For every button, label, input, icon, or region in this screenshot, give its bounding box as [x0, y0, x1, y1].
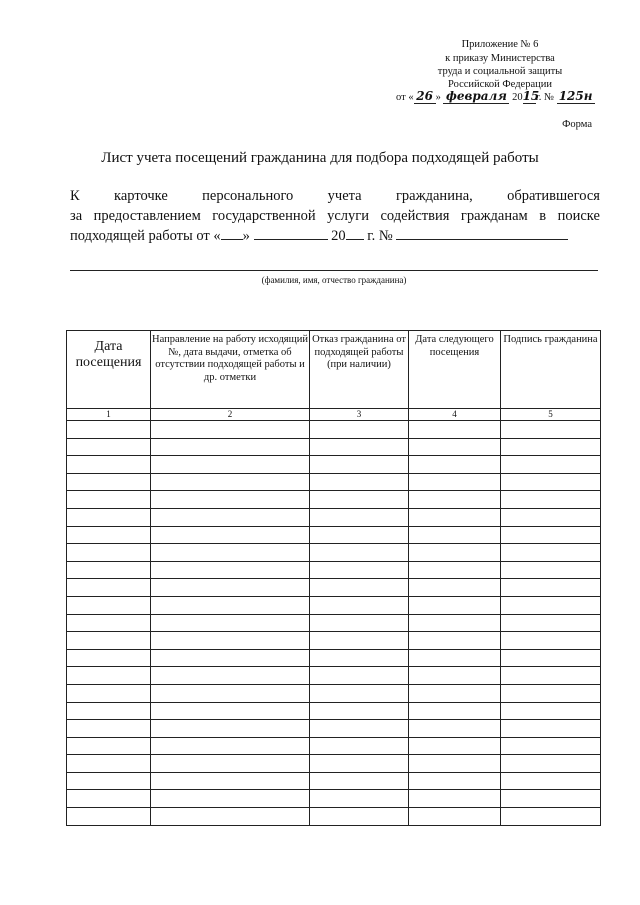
table-cell[interactable] — [409, 720, 501, 738]
table-cell[interactable] — [409, 772, 501, 790]
visits-table — [66, 330, 601, 826]
table-cell[interactable] — [310, 684, 409, 702]
table-row — [67, 526, 601, 544]
intro-word: гражданам — [460, 208, 528, 224]
date-mid: » — [435, 92, 441, 103]
date-month-handwritten: февраля — [443, 89, 509, 104]
table-cell[interactable] — [501, 737, 601, 755]
date-year-prefix: 20 — [512, 92, 523, 103]
table-cell[interactable] — [67, 755, 151, 773]
table-cell[interactable] — [310, 737, 409, 755]
table-cell[interactable] — [67, 526, 151, 544]
table-cell[interactable] — [310, 473, 409, 491]
col-header-referral: Направление на работу исходящий №, дата выдачи, отметка об отсутствии подходящей работы и др. отметки — [151, 331, 310, 409]
table-cell[interactable] — [67, 790, 151, 808]
column-number: 3 — [310, 409, 409, 421]
table-cell[interactable] — [501, 491, 601, 509]
table-cell[interactable] — [501, 632, 601, 650]
table-row — [67, 491, 601, 509]
col-header-next-visit: Дата следующего посещения — [409, 331, 501, 409]
table-cell[interactable] — [67, 456, 151, 474]
table-cell[interactable] — [67, 702, 151, 720]
month-blank-field[interactable] — [254, 225, 328, 240]
table-cell[interactable] — [501, 561, 601, 579]
table-cell[interactable] — [67, 579, 151, 597]
table-cell[interactable] — [310, 702, 409, 720]
table-cell[interactable] — [67, 561, 151, 579]
table-cell[interactable] — [409, 684, 501, 702]
table-cell[interactable] — [67, 632, 151, 650]
intro-line-1 — [70, 186, 600, 206]
table-row — [67, 808, 601, 826]
table-cell[interactable] — [151, 596, 310, 614]
table-row — [67, 561, 601, 579]
intro-text: 20 — [331, 228, 346, 244]
table-body — [67, 421, 601, 826]
table-cell[interactable] — [151, 526, 310, 544]
table-cell[interactable] — [151, 579, 310, 597]
table-cell[interactable] — [409, 808, 501, 826]
column-number: 1 — [67, 409, 151, 421]
table-cell[interactable] — [310, 596, 409, 614]
table-cell[interactable] — [67, 649, 151, 667]
table-cell[interactable] — [151, 456, 310, 474]
column-number: 5 — [501, 409, 601, 421]
table-cell[interactable] — [409, 649, 501, 667]
table-cell[interactable] — [501, 456, 601, 474]
order-date-line — [396, 89, 606, 105]
table-cell[interactable] — [67, 438, 151, 456]
table-row — [67, 755, 601, 773]
table-cell[interactable] — [501, 684, 601, 702]
column-number: 2 — [151, 409, 310, 421]
table-cell[interactable] — [151, 421, 310, 439]
table-cell[interactable] — [67, 614, 151, 632]
date-prefix: от « — [396, 92, 414, 103]
table-cell[interactable] — [310, 491, 409, 509]
intro-word: содействия — [380, 208, 450, 224]
table-row — [67, 632, 601, 650]
table-cell[interactable] — [151, 649, 310, 667]
table-row — [67, 596, 601, 614]
table-cell[interactable] — [409, 596, 501, 614]
table-cell[interactable] — [409, 790, 501, 808]
table-cell[interactable] — [310, 456, 409, 474]
table-cell[interactable] — [501, 596, 601, 614]
document-title: Лист учета посещений гражданина для подбора подходящей работы — [101, 150, 539, 166]
table-row — [67, 508, 601, 526]
table-cell[interactable] — [501, 755, 601, 773]
table-cell[interactable] — [501, 421, 601, 439]
column-number-row — [67, 409, 601, 421]
intro-word: государственной — [212, 208, 316, 224]
table-row — [67, 737, 601, 755]
table-cell[interactable] — [151, 755, 310, 773]
appendix-ministry-line: труда и социальной защиты — [437, 66, 563, 77]
table-cell[interactable] — [310, 438, 409, 456]
date-year-suffix: г. № — [535, 92, 554, 103]
table-cell[interactable] — [409, 544, 501, 562]
table-row — [67, 684, 601, 702]
table-cell[interactable] — [501, 438, 601, 456]
table-row — [67, 421, 601, 439]
table-cell[interactable] — [310, 632, 409, 650]
table-cell[interactable] — [409, 473, 501, 491]
table-cell[interactable] — [67, 473, 151, 491]
table-row — [67, 772, 601, 790]
table-cell[interactable] — [409, 421, 501, 439]
table-cell[interactable] — [501, 526, 601, 544]
table-cell[interactable] — [310, 526, 409, 544]
table-row — [67, 579, 601, 597]
order-number-handwritten: 125н — [557, 89, 595, 104]
table-cell[interactable] — [409, 667, 501, 685]
col-header-signature: Подпись гражданина — [501, 331, 601, 409]
intro-word: обратившегося — [507, 188, 600, 204]
table-cell[interactable] — [310, 421, 409, 439]
table-cell[interactable] — [501, 579, 601, 597]
table-cell[interactable] — [409, 632, 501, 650]
table-cell[interactable] — [310, 790, 409, 808]
table-cell[interactable] — [501, 508, 601, 526]
table-cell[interactable] — [409, 438, 501, 456]
table-cell[interactable] — [151, 808, 310, 826]
table-cell[interactable] — [310, 720, 409, 738]
table-cell[interactable] — [67, 508, 151, 526]
table-cell[interactable] — [310, 508, 409, 526]
intro-word: персонального — [202, 188, 294, 204]
intro-line-3 — [70, 225, 600, 246]
table-cell[interactable] — [151, 438, 310, 456]
table-cell[interactable] — [151, 632, 310, 650]
table-row — [67, 720, 601, 738]
intro-text: » — [242, 228, 250, 244]
table-row — [67, 614, 601, 632]
table-cell[interactable] — [67, 808, 151, 826]
table-cell[interactable] — [310, 649, 409, 667]
table-cell[interactable] — [409, 614, 501, 632]
table-cell[interactable] — [501, 544, 601, 562]
col-header-visit-date: Дата посещения — [67, 331, 151, 409]
table-row — [67, 667, 601, 685]
table-cell[interactable] — [409, 508, 501, 526]
table-cell[interactable] — [501, 473, 601, 491]
table-cell[interactable] — [310, 667, 409, 685]
table-cell[interactable] — [151, 614, 310, 632]
table-cell[interactable] — [501, 702, 601, 720]
intro-word: за — [70, 208, 83, 224]
table-cell[interactable] — [67, 544, 151, 562]
table-row — [67, 544, 601, 562]
intro-word: предоставлением — [93, 208, 201, 224]
table-cell[interactable] — [151, 790, 310, 808]
table-cell[interactable] — [67, 772, 151, 790]
table-cell[interactable] — [310, 808, 409, 826]
intro-text: г. № — [367, 228, 393, 244]
table-cell[interactable] — [501, 649, 601, 667]
day-blank-field[interactable] — [221, 225, 243, 240]
intro-word: в — [539, 208, 547, 224]
table-cell[interactable] — [310, 579, 409, 597]
table-cell[interactable] — [501, 614, 601, 632]
intro-word: К — [70, 188, 80, 204]
table-cell[interactable] — [151, 508, 310, 526]
table-row — [67, 473, 601, 491]
table-cell[interactable] — [409, 755, 501, 773]
table-cell[interactable] — [501, 808, 601, 826]
table-cell[interactable] — [409, 702, 501, 720]
table-row — [67, 438, 601, 456]
table-cell[interactable] — [151, 737, 310, 755]
table-cell[interactable] — [409, 579, 501, 597]
intro-word: услуги — [327, 208, 369, 224]
intro-word: поиске — [557, 208, 600, 224]
table-cell[interactable] — [67, 737, 151, 755]
table-cell[interactable] — [151, 473, 310, 491]
table-cell[interactable] — [409, 561, 501, 579]
table-cell[interactable] — [310, 755, 409, 773]
table-cell[interactable] — [67, 491, 151, 509]
year-blank-field[interactable] — [346, 225, 364, 240]
fio-caption: (фамилия, имя, отчество гражданина) — [261, 275, 407, 285]
table-cell[interactable] — [67, 596, 151, 614]
date-year-handwritten: 15 — [522, 89, 540, 103]
table-cell[interactable] — [151, 667, 310, 685]
table-row — [67, 702, 601, 720]
intro-word: карточке — [114, 188, 168, 204]
table-cell[interactable] — [67, 720, 151, 738]
table-cell[interactable] — [501, 772, 601, 790]
table-cell[interactable] — [67, 667, 151, 685]
table-cell[interactable] — [409, 491, 501, 509]
date-day-handwritten: 26 — [414, 89, 436, 104]
col-header-refusal: Отказ гражданина от подходящей работы (при наличии) — [310, 331, 409, 409]
table-header-row — [67, 331, 601, 409]
table-cell[interactable] — [310, 614, 409, 632]
table-cell[interactable] — [151, 702, 310, 720]
table-cell[interactable] — [151, 544, 310, 562]
table-cell[interactable] — [67, 421, 151, 439]
card-number-blank-field[interactable] — [396, 225, 568, 240]
table-row — [67, 790, 601, 808]
table-cell[interactable] — [151, 684, 310, 702]
table-cell[interactable] — [310, 772, 409, 790]
appendix-country-line: Российской Федерации — [448, 79, 552, 90]
table-cell[interactable] — [501, 790, 601, 808]
table-cell[interactable] — [151, 561, 310, 579]
table-row — [67, 456, 601, 474]
table-cell[interactable] — [310, 561, 409, 579]
table-cell[interactable] — [501, 720, 601, 738]
table-cell[interactable] — [67, 684, 151, 702]
table-cell[interactable] — [501, 667, 601, 685]
table-cell[interactable] — [151, 772, 310, 790]
intro-word: гражданина, — [395, 188, 473, 204]
table-cell[interactable] — [151, 491, 310, 509]
intro-word: учета — [327, 188, 362, 204]
fio-blank-line[interactable] — [70, 270, 598, 271]
table-row — [67, 649, 601, 667]
table-cell[interactable] — [409, 456, 501, 474]
table-cell[interactable] — [409, 737, 501, 755]
appendix-number: Приложение № 6 — [461, 39, 539, 50]
table-cell[interactable] — [151, 720, 310, 738]
appendix-order-line: к приказу Министерства — [445, 53, 555, 64]
form-label: Форма — [562, 119, 592, 130]
table-cell[interactable] — [409, 526, 501, 544]
table-cell[interactable] — [310, 544, 409, 562]
intro-line-2 — [70, 206, 600, 226]
intro-text: подходящей работы от « — [70, 228, 221, 244]
column-number: 4 — [409, 409, 501, 421]
